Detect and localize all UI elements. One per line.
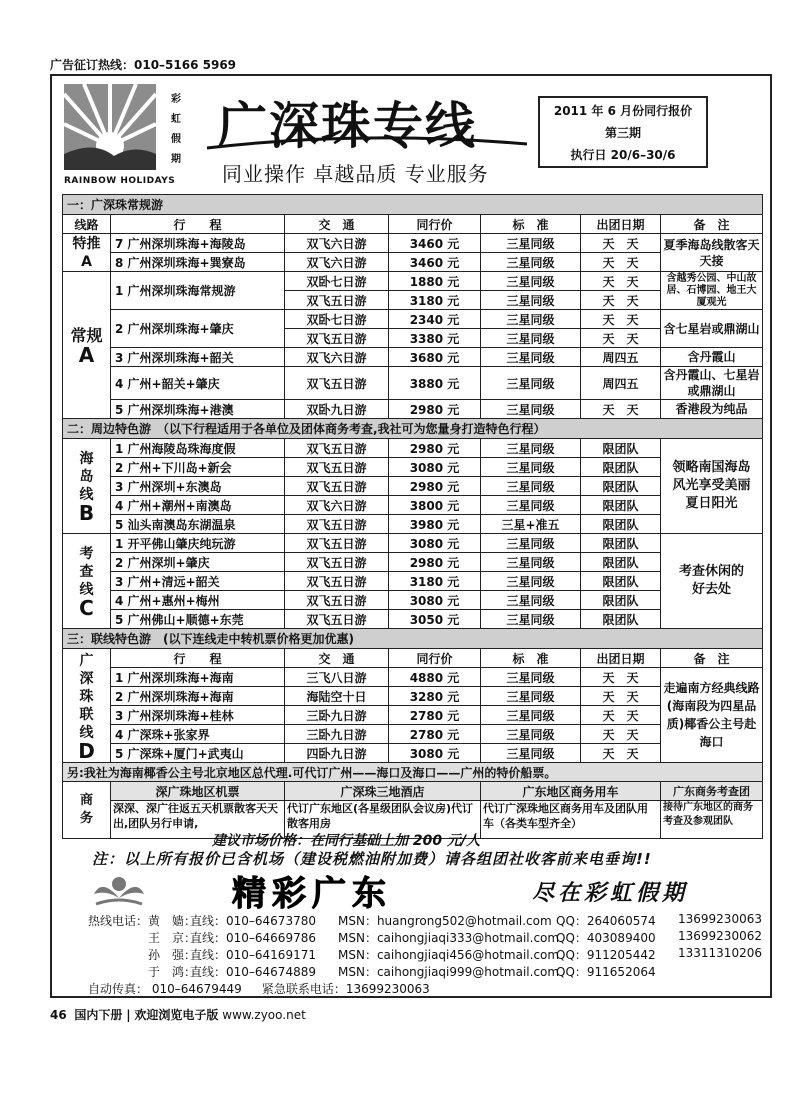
section-title: 二：周边特色游 （以下行程适用于各单位及团体商务考查,我社可为您量身打造特色行程）	[63, 419, 763, 439]
category-cell: 特推 A	[63, 234, 111, 272]
table-row: 双飞五日游 3180 元 三星同级 天 天	[63, 291, 763, 310]
remark-cell: 走遍南方经典线路(海南段为四星品质)椰香公主号赴海口	[661, 668, 763, 763]
business-desc: 代订广东地区(各星级团队会议房)代订散客用房	[285, 801, 481, 839]
ad-frame	[50, 74, 772, 998]
table-row: 5 广州佛山+顺德+东莞 双飞五日游 3050 元 三星同级 限团队	[63, 610, 763, 629]
col-header: 出团日期	[581, 649, 661, 668]
table-row: 2 广州深圳珠海+肇庆 双卧七日游 2340 元 三星同级 天 天 含七星岩或鼎湖山	[63, 310, 763, 329]
table-row: 特推 A 7 广州深圳珠海+海陵岛 双飞六日游 3460 元 三星同级 天 天 夏季海岛线散客天天接	[63, 234, 763, 253]
banner-title: 精彩广东	[232, 874, 392, 914]
business-title: 深广珠地区机票	[111, 782, 285, 801]
col-header: 线路	[63, 215, 111, 234]
price-table: 一：广深珠常规游 线路 行 程 交 通 同行价 标 准 出团日期 备 注 特推 A 7 广州深圳珠海+海陵岛 双飞六日游 3460 元 三星同级 天 天 夏季海岛线散客天天接 8 广州深圳珠海+巽寮岛 双飞六日游 3460 元 三星同级 天 天 常规 A 1 广州深圳珠海常规游 双卧七日游 1880 元 三星同级 天 天 含越秀公园、中山故居、石博园、地王大厦观光 双飞五日游 3180 元 三星同级 天 天 2 广州深圳珠海+肇庆 双卧七日游 2340 元 三星同级 天 天 含七星岩或鼎湖山 双飞五日游 3380 元 三星同级 天 天 3 广州深圳珠海+韶关 双飞六日游 3680 元 三星同级 周四五 含丹霞山 4 广州+韶关+肇庆 双飞五日游 3880 元 三星同级 周四五 含丹霞山、七星岩或鼎湖山 5 广州深圳珠海+港澳 双卧九日游 2980 元 三星同级 天 天 香港段为纯品 二：周边特色游 （以下行程适用于各单位及团体商务考查,我社可为您量身打造特色行程） 海岛线 B 1 广州海陵岛珠海度假 双飞五日游 2980 元 三星同级 限团队 领略南国海岛风光享受美丽夏日阳光 2 广州+下川岛+新会 双飞五日游 3080 元 三星同级 限团队 3 广州深圳+东澳岛 双飞五日游 2980 元 三星同级 限团队 4 广州+潮州+南澳岛 双飞六日游 3800 元 三星同级 限团队 5 汕头南澳岛东湖温泉 双飞五日游 3980 元 三星+准五 限团队 考查线 C 1 开平佛山肇庆纯玩游 双飞五日游 3080 元 三星同级 限团队 考查休闲的好去处 2 广州深圳+肇庆 双飞五日游 2980 元 三星同级 限团队 3 广州+清远+韶关 双飞五日游 3180 元 三星同级 限团队 4 广州+惠州+梅州 双飞五日游 3080 元 三星同级 限团队 5 广州佛山+顺德+东莞 双飞五日游 3050 元 三星同级 限团队 三：联线特色游 (以下连线走中转机票价格更加优惠) 广深珠联线 D 行 程 交 通 同行价 标 准 出团日期 备 注 1 广州深圳珠海+海南 三飞八日游 4880 元 三星同级 天 天 走遍南方经典线路(海南段为四星品质)椰香公主号赴海口 2 广州深圳珠海+海南 海陆空十日 3280 元 三星同级 天 天 3 广州深圳珠海+桂林 三卧九日游 2780 元 三星同级 天 天 4 广深珠+张家界 三卧九日游 2780 元 三星同级 天 天 5 广深珠+厦门+武夷山 四卧九日游 3080 元 三星同级 天 天 另:我社为海南椰香公主号北京地区总代理.可代订广州——海口及海口——广州的特价船票。 商务 深广珠地区机票 广深珠三地酒店 广东地区商务用车 广东商务考查团 深深、深广往返五天机票散客天天出,团队另行申请, 代订广东地区(各星级团队会议房)代订散客用房 代订广深珠地区商务用车及团队用车（各类车型齐全） 接待广东地区的商务考查及参观团队	[62, 194, 763, 839]
table-row: 1 广州深圳珠海+海南 三飞八日游 4880 元 三星同级 天 天 走遍南方经典线路(海南段为四星品质)椰香公主号赴海口	[63, 668, 763, 687]
business-title: 广东地区商务用车	[481, 782, 661, 801]
business-title: 广东商务考查团	[661, 782, 763, 801]
col-header: 备 注	[661, 215, 763, 234]
table-row: 5 汕头南澳岛东湖温泉 双飞五日游 3980 元 三星+准五 限团队	[63, 515, 763, 534]
rainbow-sun-icon	[64, 84, 156, 170]
table-row: 考查线 C 1 开平佛山肇庆纯玩游 双飞五日游 3080 元 三星同级 限团队 考查休闲的好去处	[63, 534, 763, 553]
remark-cell: 香港段为纯品	[661, 400, 763, 419]
remark-cell: 含丹霞山、七星岩或鼎湖山	[661, 367, 763, 400]
table-row: 3 广州深圳珠海+韶关 双飞六日游 3680 元 三星同级 周四五 含丹霞山	[63, 348, 763, 367]
remark-cell: 含丹霞山	[661, 348, 763, 367]
flower-ornament-icon	[92, 868, 146, 908]
logo	[64, 84, 214, 184]
fax-line: 自动传真： 010–64679449 紧急联系电话：13699230063	[88, 982, 430, 996]
remark-cell: 夏季海岛线散客天天接	[661, 234, 763, 272]
contact-row: 王 京： 直线：010–64669786 MSN：caihongjiaqi333@hotmail.com QQ：403089400 13699230062	[148, 929, 762, 945]
title-swoosh-decoration	[202, 134, 532, 154]
table-row: 4 广州+惠州+梅州 双飞五日游 3080 元 三星同级 限团队	[63, 591, 763, 610]
table-row: 常规 A 1 广州深圳珠海常规游 双卧七日游 1880 元 三星同级 天 天 含越秀公园、中山故居、石博园、地王大厦观光	[63, 272, 763, 291]
remark-cell: 含七星岩或鼎湖山	[661, 310, 763, 348]
price-notice: 注：以上所有报价已含机场（建设税燃油附加费）请各组团社收客前来电垂询!!	[92, 850, 652, 868]
section-title: 一：广深珠常规游	[63, 195, 763, 215]
table-row: 3 广州深圳+东澳岛 双飞五日游 2980 元 三星同级 限团队	[63, 477, 763, 496]
table-row: 4 广深珠+张家界 三卧九日游 2780 元 三星同级 天 天	[63, 725, 763, 744]
col-header: 出团日期	[581, 215, 661, 234]
table-row: 8 广州深圳珠海+巽寮岛 双飞六日游 3460 元 三星同级 天 天	[63, 253, 763, 272]
business-desc: 代订广深珠地区商务用车及团队用车（各类车型齐全）	[481, 801, 661, 839]
business-label: 商务	[63, 782, 111, 839]
price-info-box: 2011 年 6 月份同行报价 第三期 执行日 20/6–30/6	[538, 96, 708, 168]
table-row: 4 广州+潮州+南澳岛 双飞六日游 3800 元 三星同级 限团队	[63, 496, 763, 515]
remark-cell: 含越秀公园、中山故居、石博园、地王大厦观光	[661, 272, 763, 310]
col-header: 标 准	[481, 649, 581, 668]
table-row: 3 广州+清远+韶关 双飞五日游 3180 元 三星同级 限团队	[63, 572, 763, 591]
market-price-note: 建议市场价格：在同行基础上加 200 元/人	[212, 833, 481, 849]
page-footer: 46 国内下册 | 欢迎浏览电子版 www.zyoo.net	[50, 1008, 306, 1022]
col-header: 行 程	[111, 649, 285, 668]
table-row: 2 广州+下川岛+新会 双飞五日游 3080 元 三星同级 限团队	[63, 458, 763, 477]
table-row: 2 广州深圳珠海+海南 海陆空十日 3280 元 三星同级 天 天	[63, 687, 763, 706]
table-row: 5 广深珠+厦门+武夷山 四卧九日游 3080 元 三星同级 天 天	[63, 744, 763, 763]
remark-cell: 考查休闲的好去处	[661, 534, 763, 629]
category-cell: 广深珠联线 D	[63, 649, 111, 763]
table-row: 3 广州深圳珠海+桂林 三卧九日游 2780 元 三星同级 天 天	[63, 706, 763, 725]
remark-cell: 领略南国海岛风光享受美丽夏日阳光	[661, 439, 763, 534]
col-header: 交 通	[285, 649, 389, 668]
table-row: 双飞五日游 3380 元 三星同级 天 天	[63, 329, 763, 348]
section-title: 三：联线特色游 (以下连线走中转机票价格更加优惠)	[63, 629, 763, 649]
col-header: 备 注	[661, 649, 763, 668]
logo-cn-text: 彩 虹 假 期	[171, 94, 181, 165]
category-cell: 常规 A	[63, 272, 111, 419]
category-cell: 海岛线 B	[63, 439, 111, 534]
banner-slogan: 尽在彩虹假期	[532, 880, 689, 906]
table-row: 海岛线 B 1 广州海陵岛珠海度假 双飞五日游 2980 元 三星同级 限团队 领略南国海岛风光享受美丽夏日阳光	[63, 439, 763, 458]
business-title: 广深珠三地酒店	[285, 782, 481, 801]
table-row: 2 广州深圳+肇庆 双飞五日游 2980 元 三星同级 限团队	[63, 553, 763, 572]
slogan: 同业操作 卓越品质 专业服务	[222, 162, 489, 186]
category-cell: 考查线 C	[63, 534, 111, 629]
business-desc: 接待广东地区的商务考查及参观团队	[661, 801, 763, 839]
logo-en-text: RAINBOW HOLIDAYS	[64, 176, 176, 186]
business-desc: 深深、深广往返五天机票散客天天出,团队另行申请,	[111, 801, 285, 839]
page-title: 广深珠专线	[217, 96, 477, 155]
col-header: 行 程	[111, 215, 285, 234]
top-hotline: 广告征订热线：010–5166 5969	[50, 58, 237, 72]
contact-row: 热线电话： 黄 嫱： 直线：010–64673780 MSN：huangrong502@hotmail.com QQ：264060574 13699230063	[88, 912, 762, 928]
table-row: 5 广州深圳珠海+港澳 双卧九日游 2980 元 三星同级 天 天 香港段为纯品	[63, 400, 763, 419]
col-header: 同行价	[389, 215, 481, 234]
col-header: 标 准	[481, 215, 581, 234]
contact-row: 于 鸿： 直线：010–64674889 MSN：caihongjiaqi999@hotmail.com QQ：911652064	[148, 965, 656, 979]
col-header: 同行价	[389, 649, 481, 668]
col-header: 交 通	[285, 215, 389, 234]
ferry-agent-note: 另:我社为海南椰香公主号北京地区总代理.可代订广州——海口及海口——广州的特价船票。	[63, 763, 763, 782]
contact-row: 孙 强： 直线：010–64169171 MSN：caihongjiaqi456@hotmail.com QQ：911205442 13311310206	[148, 946, 762, 962]
